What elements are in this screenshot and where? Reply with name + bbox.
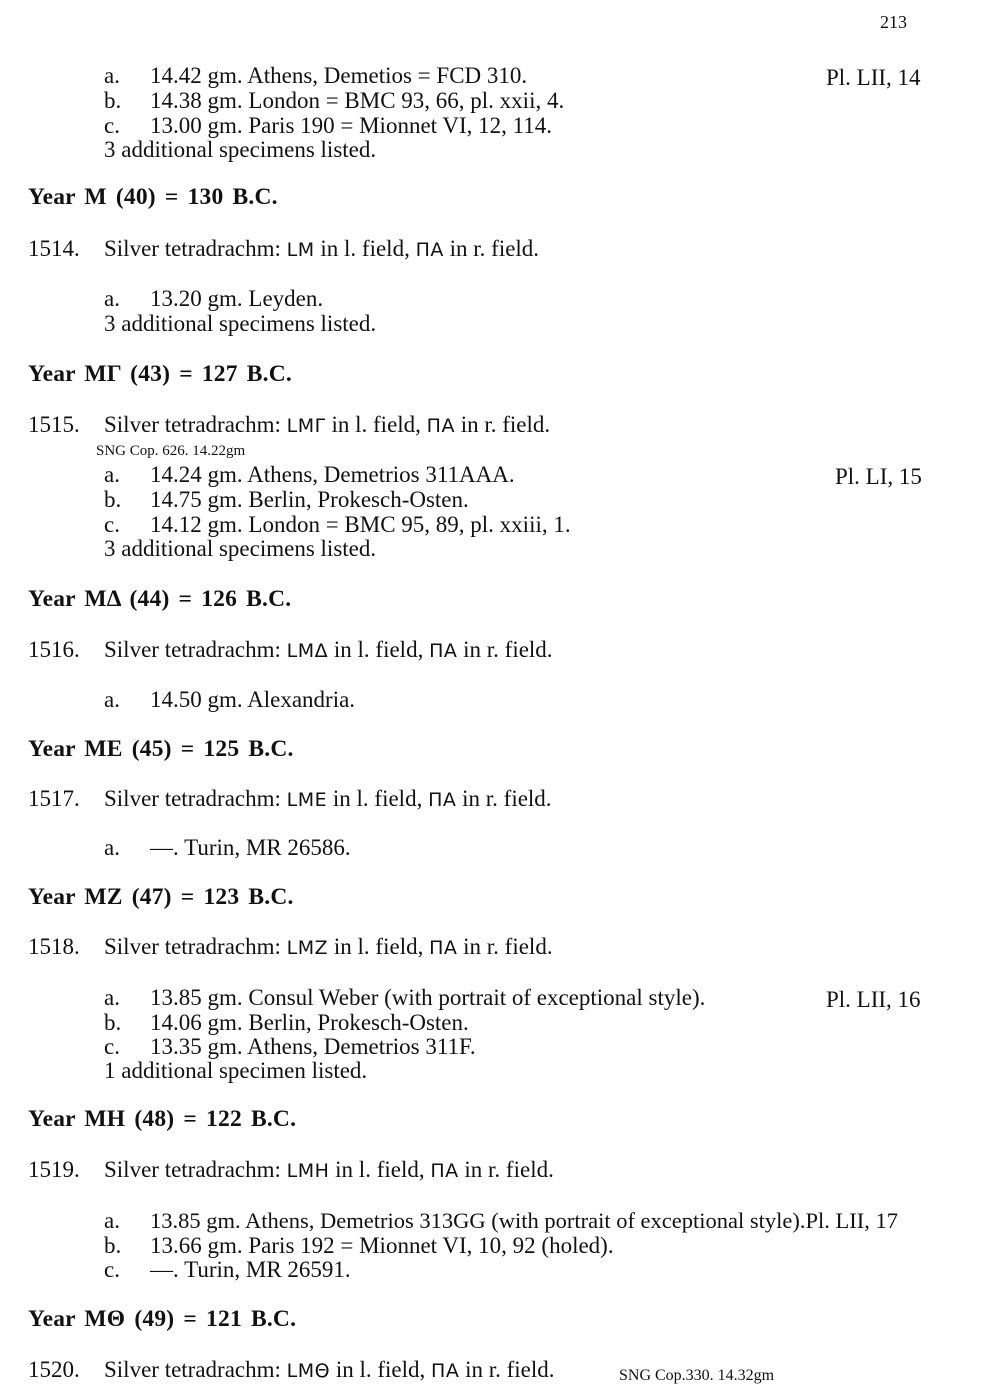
monogram-right: ΠA xyxy=(415,239,444,261)
specimen-text: 13.20 gm. Leyden. xyxy=(150,286,324,311)
specimen-letter: c. xyxy=(104,1257,120,1282)
specimen-letter: b. xyxy=(104,487,122,512)
specimen-letter: c. xyxy=(104,113,120,138)
entry-number: 1519. xyxy=(28,1157,80,1182)
field-label: in r. field. xyxy=(464,1157,554,1182)
field-label: in r. field. xyxy=(463,637,553,662)
additional-specimens: 3 additional specimens listed. xyxy=(104,311,377,336)
specimen-text: 14.06 gm. Berlin, Prokesch-Osten. xyxy=(150,1010,469,1035)
entry-number: 1514. xyxy=(28,236,80,261)
specimen-text: 13.35 gm. Athens, Demetrios 311F. xyxy=(150,1034,476,1059)
year-heading: Year MΓ (43) = 127 B.C. xyxy=(28,361,292,387)
year-heading: Year MΔ (44) = 126 B.C. xyxy=(28,586,292,612)
specimen-letter: a. xyxy=(104,462,120,487)
monogram-left: LMH xyxy=(286,1160,330,1182)
entry-type: Silver tetradrachm: xyxy=(104,934,281,959)
specimen-letter: a. xyxy=(104,63,120,88)
additional-specimens: 3 additional specimens listed. xyxy=(104,536,377,561)
reference-note: SNG Cop. 626. 14.22gm xyxy=(96,443,246,459)
entry-number: 1518. xyxy=(28,934,80,959)
specimen-letter: b. xyxy=(104,1233,122,1258)
monogram-left: LM xyxy=(286,239,315,261)
specimen-text: 14.50 gm. Alexandria. xyxy=(150,687,356,712)
specimen-text: 13.66 gm. Paris 192 = Mionnet VI, 10, 92 (holed). xyxy=(150,1233,614,1258)
field-label: in r. field. xyxy=(462,786,552,811)
specimen-letter: b. xyxy=(104,88,122,113)
monogram-left: LMΓ xyxy=(286,415,326,437)
field-label: in l. field, xyxy=(333,637,424,662)
page-number: 213 xyxy=(880,12,907,32)
entry-number: 1515. xyxy=(28,412,80,437)
entry-description xyxy=(104,638,553,663)
specimen-text: —. Turin, MR 26586. xyxy=(150,835,351,860)
entry-description xyxy=(104,935,553,960)
specimen-text: 14.75 gm. Berlin, Prokesch-Osten. xyxy=(150,487,469,512)
field-label: in l. field, xyxy=(320,236,410,261)
field-label: in l. field, xyxy=(333,934,424,959)
specimen-text: 13.85 gm. Athens, Demetrios 313GG (with portrait of exceptional style).Pl. LII, 17 xyxy=(150,1208,898,1233)
specimen-letter: a. xyxy=(104,835,120,860)
year-heading: Year MZ (47) = 123 B.C. xyxy=(28,884,294,910)
entry-type: Silver tetradrachm: xyxy=(104,236,281,261)
specimen-text: 14.12 gm. London = BMC 95, 89, pl. xxiii, 1. xyxy=(150,512,571,537)
field-label: in r. field. xyxy=(449,236,540,261)
specimen-letter: a. xyxy=(104,1208,120,1233)
field-label: in r. field. xyxy=(460,412,551,437)
entry-type: Silver tetradrachm: xyxy=(104,1357,281,1382)
entry-type: Silver tetradrachm: xyxy=(104,412,281,437)
entry-description xyxy=(104,787,552,812)
additional-specimens: 1 additional specimen listed. xyxy=(104,1058,368,1083)
entry-number: 1517. xyxy=(28,786,80,811)
specimen-letter: c. xyxy=(104,512,120,537)
reference-note: SNG Cop.330. 14.32gm xyxy=(619,1367,775,1384)
specimen-text: —. Turin, MR 26591. xyxy=(150,1257,351,1282)
field-label: in r. field. xyxy=(465,1357,555,1382)
monogram-left: LMΔ xyxy=(286,640,329,662)
specimen-letter: b. xyxy=(104,1010,122,1035)
plate-reference: Pl. LI, 15 xyxy=(835,464,922,489)
monogram-left: LME xyxy=(286,789,328,811)
specimen-letter: a. xyxy=(104,985,120,1010)
year-heading: Year MH (48) = 122 B.C. xyxy=(28,1106,297,1132)
plate-reference: Pl. LII, 16 xyxy=(826,987,921,1012)
year-heading: Year ME (45) = 125 B.C. xyxy=(28,736,294,762)
entry-number: 1516. xyxy=(28,637,80,662)
entry-description xyxy=(104,1358,555,1383)
specimen-text: 13.00 gm. Paris 190 = Mionnet VI, 12, 114. xyxy=(150,113,553,138)
monogram-left: LMZ xyxy=(286,937,329,959)
entry-number: 1520. xyxy=(28,1357,80,1382)
field-label: in r. field. xyxy=(463,934,553,959)
specimen-letter: a. xyxy=(104,286,120,311)
monogram-right: ΠA xyxy=(428,789,457,811)
year-heading: Year MΘ (49) = 121 B.C. xyxy=(28,1306,297,1332)
plate-reference: Pl. LII, 14 xyxy=(826,65,921,90)
entry-type: Silver tetradrachm: xyxy=(104,1157,281,1182)
entry-type: Silver tetradrachm: xyxy=(104,637,281,662)
field-label: in l. field, xyxy=(332,786,423,811)
field-label: in l. field, xyxy=(335,1357,426,1382)
specimen-text: 13.85 gm. Consul Weber (with portrait of exceptional style). xyxy=(150,985,706,1010)
specimen-text: 14.42 gm. Athens, Demetios = FCD 310. xyxy=(150,63,528,88)
monogram-right: ΠA xyxy=(429,937,458,959)
specimen-letter: c. xyxy=(104,1034,120,1059)
specimen-text: 14.38 gm. London = BMC 93, 66, pl. xxii, 4. xyxy=(150,88,565,113)
field-label: in l. field, xyxy=(335,1157,425,1182)
specimen-letter: a. xyxy=(104,687,120,712)
entry-description xyxy=(104,1158,554,1183)
specimen-text: 14.24 gm. Athens, Demetrios 311AAA. xyxy=(150,462,515,487)
monogram-left: LMΘ xyxy=(286,1360,331,1382)
monogram-right: ΠA xyxy=(429,640,458,662)
additional-specimens: 3 additional specimens listed. xyxy=(104,137,377,162)
field-label: in l. field, xyxy=(331,412,421,437)
monogram-right: ΠA xyxy=(426,415,455,437)
year-heading: Year M (40) = 130 B.C. xyxy=(28,184,278,210)
entry-type: Silver tetradrachm: xyxy=(104,786,281,811)
entry-description xyxy=(104,237,539,262)
monogram-right: ΠA xyxy=(430,1160,459,1182)
monogram-right: ΠA xyxy=(431,1360,460,1382)
entry-description xyxy=(104,413,550,438)
